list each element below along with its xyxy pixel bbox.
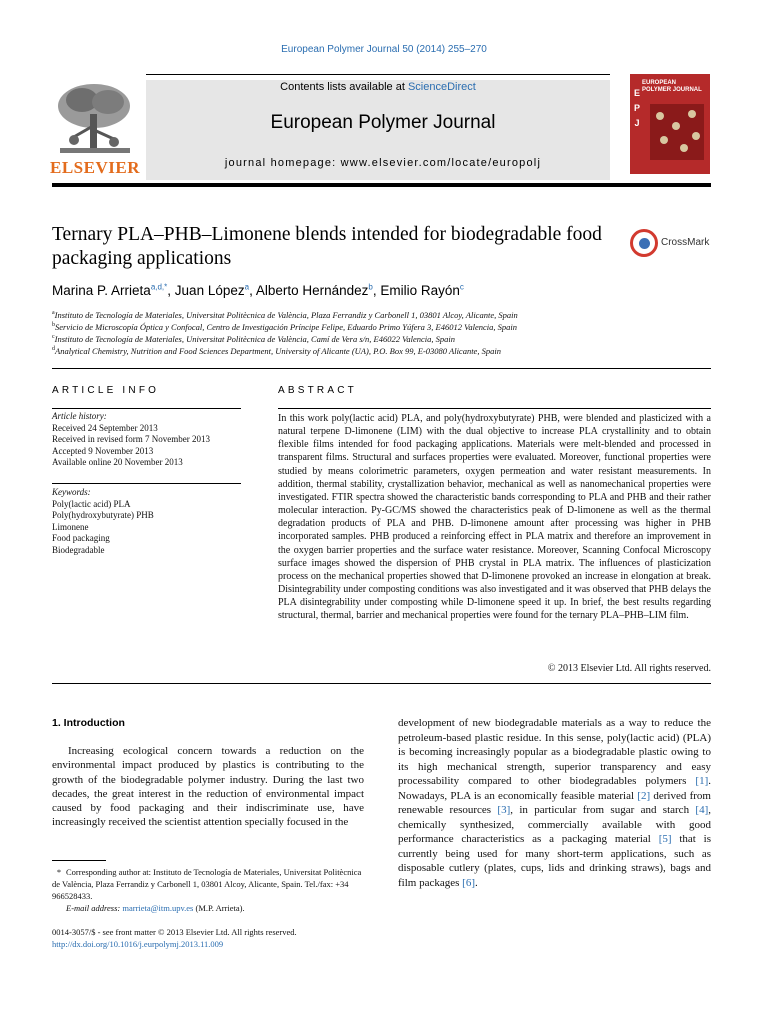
footnote-star: * (56, 867, 62, 877)
crossmark-icon (630, 229, 658, 257)
body-text-run: that is currently being used for many short-term applications, such as disposable cutlery (plates, cups, lids and drinking straws), bags and film packages (398, 833, 711, 889)
affiliations (52, 309, 712, 357)
affiliation-item: $^c$Instituto de Tecnología de Materiales, Universitat Politècnica de València, Camí de Vera s/n, E46022 Valencia, Spain (52, 334, 455, 344)
body-text-run: . Nowadays, PLA is an economically feasible material (398, 775, 711, 802)
reference-link[interactable]: [6] (462, 876, 475, 889)
body-right-column (398, 716, 711, 890)
author-sep: , (249, 283, 256, 298)
journal-name: European Polymer Journal (270, 112, 496, 133)
author-sep: , (167, 283, 175, 298)
cover-artwork (650, 104, 704, 160)
body-text-run: development of new biodegradable materials as a way to reduce the petroleum-based plastic residue. In this sense, poly(lactic acid) (PLA) is becoming increasingly popular as a biodegradable plastic owing to its high mechanical strength, superior transparency and easy processability compared to other biodegradables polymers (398, 717, 711, 787)
footnote-text: Corresponding author at: Instituto de Tecnología de Materiales, Universitat Politècnica de València, Plaza Ferrandiz y Carbonell 1, 03801 Alcoy, Alicante, Spain. Tel./fax: +34 966528433. (52, 867, 362, 901)
email-label: E-mail address: (66, 903, 121, 913)
contents-line (146, 81, 610, 93)
corresponding-author-footnote (52, 866, 364, 914)
author-name: Marina P. Arrieta (52, 283, 151, 298)
header-rule (146, 74, 610, 75)
issn-line: 0014-3057/$ - see front matter © 2013 Elsevier Ltd. All rights reserved. (52, 927, 297, 937)
author-sep: , (372, 283, 381, 298)
reference-link[interactable]: [5] (658, 833, 672, 845)
crossmark-badge[interactable] (630, 229, 712, 257)
article-info-rule (52, 408, 241, 409)
reference-link[interactable]: [1] (695, 775, 709, 787)
body-text-run: derived from renewable resources (398, 789, 711, 816)
email-suffix: (M.P. Arrieta). (193, 903, 245, 913)
body-text-run: . (474, 876, 478, 889)
cover-letters (632, 86, 642, 131)
author-name: Juan López (174, 283, 245, 298)
abstract-copyright: © 2013 Elsevier Ltd. All rights reserved. (547, 663, 711, 674)
abstract-end-rule (52, 683, 711, 684)
abstract-rule (278, 408, 711, 409)
reference-link[interactable]: [2] (637, 789, 651, 802)
abstract-heading: ABSTRACT (278, 385, 357, 396)
author-name: Emilio Rayón (380, 283, 460, 298)
contents-prefix: Contents lists available at (280, 81, 408, 93)
header-thick-rule (52, 183, 711, 187)
history-item: Accepted 9 November 2013 (52, 445, 154, 456)
cover-title: EUROPEAN POLYMER JOURNAL (642, 80, 702, 93)
cover-letter: P (633, 103, 640, 113)
footnote-rule (52, 860, 106, 861)
keyword-item: Limonene (52, 521, 89, 532)
history-item: Available online 20 November 2013 (52, 457, 183, 468)
reference-link[interactable]: [4] (695, 804, 709, 816)
keyword-item: Poly(lactic acid) PLA (52, 498, 131, 509)
email-link[interactable]: marrieta@itm.upv.es (122, 903, 194, 913)
author-list (52, 283, 712, 298)
history-label: Article history: (52, 411, 107, 421)
crossmark-label: CrossMark (661, 237, 710, 248)
author-name: Alberto Hernández (255, 283, 369, 298)
body-text-run: , in particular from sugar and starch (510, 804, 696, 816)
author-affil-mark[interactable]: b (368, 282, 373, 292)
keywords (52, 487, 252, 557)
keyword-item: Poly(hydroxybutyrate) PHB (52, 510, 154, 521)
sciencedirect-link[interactable]: ScienceDirect (407, 81, 476, 93)
affiliation-item: $^d$Analytical Chemistry, Nutrition and Food Sciences Department, University of Alicante (UA), P.O. Box 99, E-03080 Alicante, Spain (52, 346, 501, 356)
abstract-text: In this work poly(lactic acid) PLA, and poly(hydroxybutyrate) PHB, were blended and plasticized with a natural terpene D-limonene (LIM) with the dual objective to increase PLA crystallinity and to obtain flexible films intended for food packaging applications. Materials were melt-blended and processed in transparent films. Structural and surfaces properties were evaluated. Moreover, functional properties were studied by means colorimetric parameters, oxygen permeation and water resistant measurements. In addition, thermal stability, crystallization behavior, mechanical as well as nanomechanical properties were investigated. FTIR spectra showed the characteristic bands corresponding to PLA and PHB and their rather molecular interaction. Py-GC/MS showed the characteristics peak of D-limonene as well as the thermal degradation products of PLA and PHB. D-limonene amount after processing was higher in PHB incorporated samples. PHB produced a reinforcing effect in PLA matrix and therefore an improvement in the oxygen barrier properties and the surface water resistance. Moreover, Scanning Confocal Microscopy surface images showed the dispersion of PHB crystal in PLA matrix. The influences of plasticization process on the mechanical properties showed that D-limonene provoked an increase in elongation at break. Disintegrability under composting conditions was also investigated and it was observed that PHB delays the PLA disintegrability under composting while D-limonene speed it up. In brief, the best results regarding structural, thermal, barrier and mechanical properties were found for the ternary PLA–PHB–LIM film. (278, 413, 711, 622)
author-affil-mark[interactable]: c (459, 282, 464, 292)
article-history (52, 411, 252, 469)
doi-link[interactable]: http://dx.doi.org/10.1016/j.eurpolymj.2013.11.009 (52, 939, 224, 949)
history-item: Received 24 September 2013 (52, 422, 158, 433)
author-affil-mark[interactable]: a,d,* (150, 282, 168, 292)
body-text-run: , chemically synthesized, commercially available with good performance characteristics as a packaging material (398, 804, 711, 845)
author-affil-mark[interactable]: a (244, 282, 250, 292)
keywords-label: Keywords: (52, 487, 91, 497)
section-heading: 1. Introduction (52, 717, 125, 729)
history-item: Received in revised form 7 November 2013 (52, 434, 210, 445)
journal-cover-thumbnail[interactable] (630, 74, 710, 174)
section-rule (52, 368, 711, 369)
reference-link[interactable]: [3] (497, 804, 511, 816)
keywords-rule (52, 483, 241, 484)
affiliation-item: $^b$Servicio de Microscopía Óptica y Confocal, Centro de Investigación Príncipe Felipe, Eduardo Primo Yúfera 3, E46012 Valencia, Spain (52, 322, 517, 332)
body-left-column: Increasing ecological concern towards a reduction on the environmental impact produced by plastics is contributing to the growth of the biodegradable polymer industry. During the last two decades, the great interest in the reduction of environmental impact caused by food packaging and their indiscriminate use, have increasingly received the scientist attention specially focused in the (52, 745, 364, 829)
keyword-item: Food packaging (52, 533, 110, 544)
front-matter (52, 926, 452, 950)
journal-homepage[interactable]: journal homepage: www.elsevier.com/locate/europolj (224, 157, 542, 169)
elsevier-wordmark: ELSEVIER (50, 158, 140, 177)
keyword-item: Biodegradable (52, 544, 105, 555)
affiliation-item: $^a$Instituto de Tecnología de Materiales, Universitat Politècnica de València, Plaza Ferrandiz y Carbonell 1, 03801 Alcoy, Alicante, Spain (52, 310, 518, 320)
cover-letter: E (633, 88, 640, 98)
article-info-heading: ARTICLE INFO (52, 385, 160, 396)
journal-citation[interactable]: European Polymer Journal 50 (2014) 255–270 (281, 44, 487, 55)
article-title: Ternary PLA–PHB–Limonene blends intended for biodegradable food packaging applications (52, 224, 602, 269)
cover-letter: J (634, 118, 640, 128)
